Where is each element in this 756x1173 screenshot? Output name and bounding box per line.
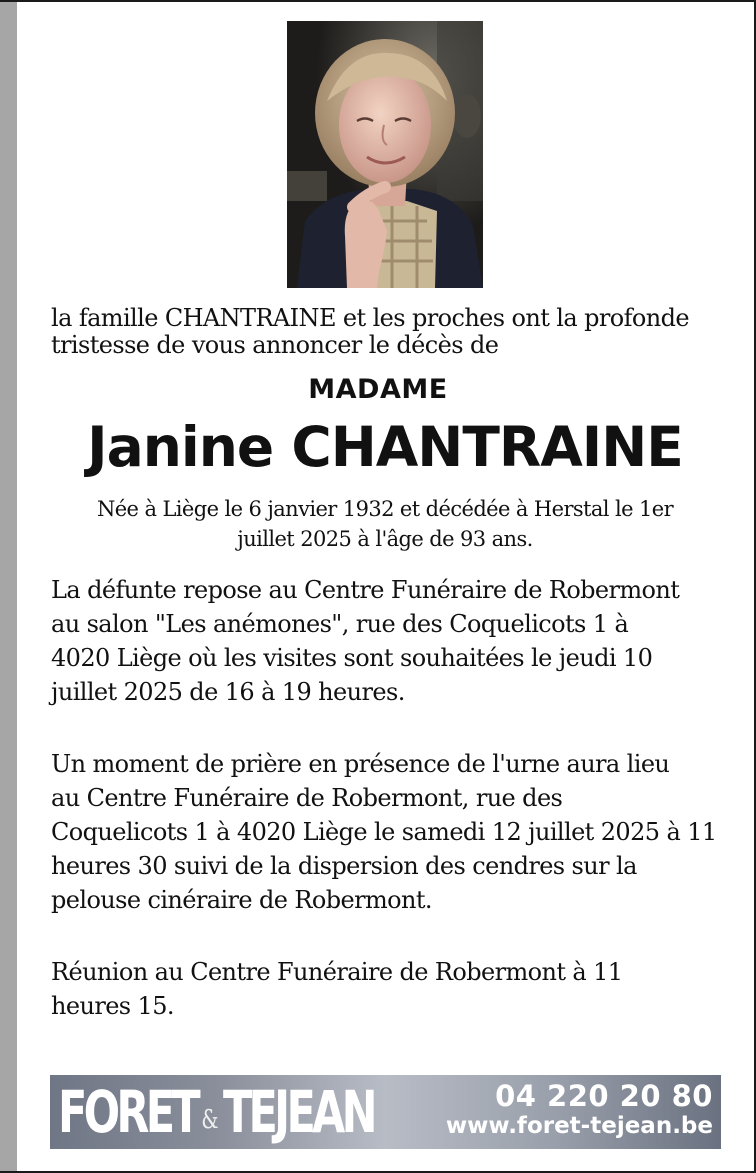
gathering-paragraph	[51, 955, 731, 1023]
brand-left: FORET	[58, 1078, 197, 1146]
prayer-line: heures 30 suivi de la dispersion des cendres sur la	[51, 852, 637, 880]
intro-text	[51, 305, 741, 359]
visitation-paragraph	[51, 573, 731, 709]
gathering-line: heures 15.	[51, 992, 174, 1020]
birth-death-info	[60, 494, 710, 554]
visitation-line: 4020 Liège où les visites sont souhaitées le jeudi 10	[51, 644, 653, 672]
prayer-line: au Centre Funéraire de Robermont, rue des	[51, 784, 563, 812]
intro-line-2: tristesse de vous annoncer le décès de	[51, 331, 499, 359]
prayer-paragraph	[51, 747, 731, 917]
visitation-line: La défunte repose au Centre Funéraire de Robermont	[51, 576, 680, 604]
birth-line-1: Née à Liège le 6 janvier 1932 et décédée à Herstal le 1er	[96, 497, 674, 521]
prayer-line: Coquelicots 1 à 4020 Liège le samedi 12 juillet 2025 à 11	[51, 818, 717, 846]
funeral-home-logo	[58, 1077, 374, 1149]
banner-website: www.foret-tejean.be	[445, 1113, 713, 1139]
portrait-photo	[287, 21, 483, 288]
visitation-line: juillet 2025 de 16 à 19 heures.	[51, 678, 405, 706]
prayer-line: pelouse cinéraire de Robermont.	[51, 886, 432, 914]
brand-ampersand: &	[201, 1105, 219, 1135]
left-margin-bar	[0, 2, 17, 1171]
birth-line-2: juillet 2025 à l'âge de 93 ans.	[237, 527, 533, 551]
deceased-name: Janine CHANTRAINE	[87, 415, 683, 479]
visitation-line: au salon "Les anémones", rue des Coquelicots 1 à	[51, 610, 629, 638]
brand-right: TEJEAN	[222, 1078, 374, 1146]
gathering-line: Réunion au Centre Funéraire de Robermont à 11	[51, 958, 623, 986]
banner-phone: 04 220 20 80	[495, 1079, 713, 1113]
honorific-title: MADAME	[308, 374, 448, 405]
prayer-line: Un moment de prière en présence de l'urne aura lieu	[51, 750, 670, 778]
intro-line-1: la famille CHANTRAINE et les proches ont la profonde	[51, 304, 689, 332]
funeral-home-banner	[50, 1075, 721, 1149]
